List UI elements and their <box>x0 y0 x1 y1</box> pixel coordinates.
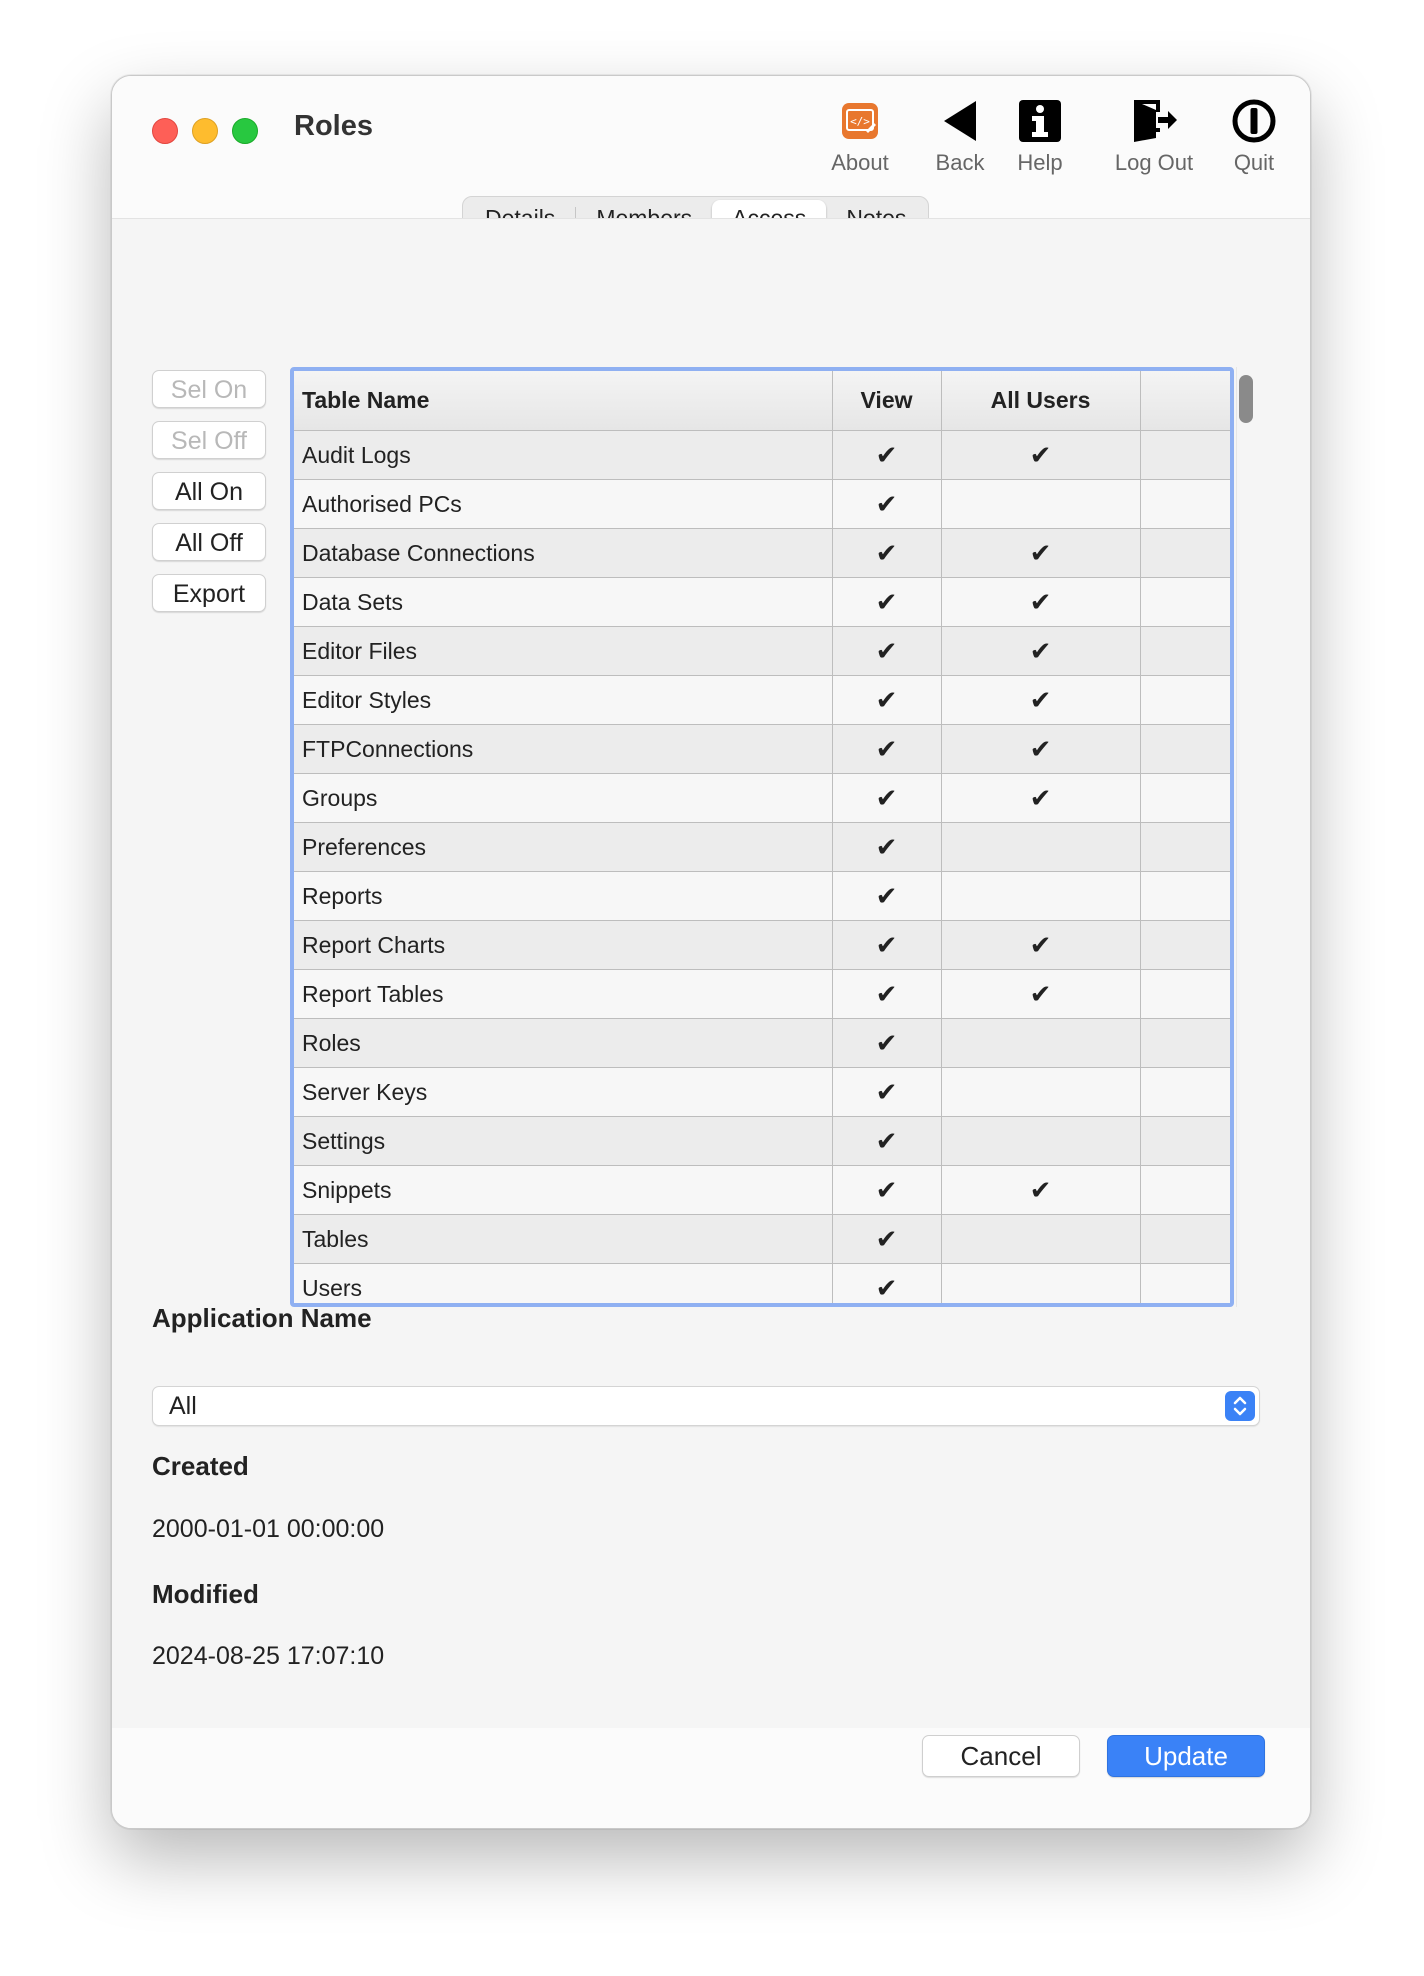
filler-cell <box>1140 823 1230 872</box>
view-check-cell[interactable]: ✔ <box>832 1166 941 1215</box>
view-check-cell[interactable]: ✔ <box>832 529 941 578</box>
modified-value: 2024-08-25 17:07:10 <box>152 1642 385 1670</box>
export-button[interactable]: Export <box>152 574 266 612</box>
all-users-check-cell[interactable]: ✔ <box>941 774 1140 823</box>
cancel-button[interactable]: Cancel <box>922 1735 1080 1777</box>
back-icon <box>925 96 995 146</box>
filler-cell <box>1140 1215 1230 1264</box>
window-title: Roles <box>294 110 373 142</box>
view-check-cell[interactable]: ✔ <box>832 1019 941 1068</box>
all-users-check-cell[interactable] <box>941 480 1140 529</box>
column-header-table-name[interactable]: Table Name <box>294 371 832 431</box>
view-check-cell[interactable]: ✔ <box>832 1068 941 1117</box>
filler-cell <box>1140 921 1230 970</box>
column-header-all-users[interactable]: All Users <box>941 371 1140 431</box>
filler-cell <box>1140 1068 1230 1117</box>
modified-label: Modified <box>152 1579 259 1609</box>
zoom-window-button[interactable] <box>232 118 258 144</box>
table-row[interactable] <box>294 872 1230 921</box>
table-name-cell: Tables <box>294 1215 832 1264</box>
filler-cell <box>1140 970 1230 1019</box>
filler-cell <box>1140 1264 1230 1308</box>
logout-icon <box>1104 96 1204 146</box>
application-select[interactable] <box>152 1386 1260 1426</box>
table-row[interactable] <box>294 1117 1230 1166</box>
view-check-cell[interactable]: ✔ <box>832 480 941 529</box>
minimize-window-button[interactable] <box>192 118 218 144</box>
all-users-check-cell[interactable]: ✔ <box>941 1166 1140 1215</box>
filler-cell <box>1140 774 1230 823</box>
filler-cell <box>1140 725 1230 774</box>
access-table[interactable] <box>290 367 1234 1307</box>
filler-cell <box>1140 480 1230 529</box>
table-row[interactable] <box>294 480 1230 529</box>
help-icon <box>1005 96 1075 146</box>
view-check-cell[interactable]: ✔ <box>832 774 941 823</box>
table-name-cell: Report Tables <box>294 970 832 1019</box>
all-users-check-cell[interactable]: ✔ <box>941 431 1140 480</box>
all-users-check-cell[interactable]: ✔ <box>941 627 1140 676</box>
all-users-check-cell[interactable] <box>941 872 1140 921</box>
table-row[interactable] <box>294 578 1230 627</box>
view-check-cell[interactable]: ✔ <box>832 725 941 774</box>
all-users-check-cell[interactable]: ✔ <box>941 970 1140 1019</box>
table-name-cell: Roles <box>294 1019 832 1068</box>
sel-on-button[interactable]: Sel On <box>152 370 266 408</box>
filler-cell <box>1140 1117 1230 1166</box>
table-name-cell: Settings <box>294 1117 832 1166</box>
view-check-cell[interactable]: ✔ <box>832 872 941 921</box>
chevron-updown-icon <box>1225 1391 1255 1421</box>
view-check-cell[interactable]: ✔ <box>832 823 941 872</box>
table-name-cell: Server Keys <box>294 1068 832 1117</box>
scrollbar-thumb[interactable] <box>1239 375 1253 423</box>
all-users-check-cell[interactable] <box>941 1215 1140 1264</box>
all-on-button[interactable]: All On <box>152 472 266 510</box>
table-name-cell: Audit Logs <box>294 431 832 480</box>
table-row[interactable] <box>294 529 1230 578</box>
scrollbar-track[interactable] <box>1236 367 1261 1307</box>
quit-label: Quit <box>1233 150 1275 175</box>
table-row[interactable] <box>294 676 1230 725</box>
roles-window <box>111 75 1311 1829</box>
table-name-cell: Authorised PCs <box>294 480 832 529</box>
close-window-button[interactable] <box>152 118 178 144</box>
table-row[interactable] <box>294 1019 1230 1068</box>
table-header-row <box>294 371 1230 431</box>
created-label: Created <box>152 1451 249 1481</box>
table-row[interactable] <box>294 1215 1230 1264</box>
table-body <box>294 431 1230 1308</box>
column-header-filler <box>1140 371 1230 431</box>
table-row[interactable] <box>294 1264 1230 1308</box>
application-select-value: All <box>169 1392 197 1420</box>
filler-cell <box>1140 676 1230 725</box>
quit-button[interactable] <box>1219 96 1289 176</box>
table-row[interactable] <box>294 921 1230 970</box>
view-check-cell[interactable]: ✔ <box>832 970 941 1019</box>
access-panel <box>112 218 1310 1729</box>
filler-cell <box>1140 431 1230 480</box>
table-name-cell: Editor Files <box>294 627 832 676</box>
table-row[interactable] <box>294 1068 1230 1117</box>
logout-button[interactable] <box>1104 96 1204 176</box>
all-users-check-cell[interactable]: ✔ <box>941 529 1140 578</box>
help-button[interactable] <box>1005 96 1075 176</box>
table-name-cell: Reports <box>294 872 832 921</box>
view-check-cell[interactable]: ✔ <box>832 1215 941 1264</box>
about-icon <box>820 96 900 146</box>
view-check-cell[interactable]: ✔ <box>832 578 941 627</box>
back-button[interactable] <box>925 96 995 176</box>
view-check-cell[interactable]: ✔ <box>832 1117 941 1166</box>
table-name-cell: Users <box>294 1264 832 1308</box>
created-value: 2000-01-01 00:00:00 <box>152 1515 385 1543</box>
logout-label: Log Out <box>1114 150 1194 175</box>
table-row[interactable] <box>294 774 1230 823</box>
table-row[interactable] <box>294 970 1230 1019</box>
table-name-cell: FTPConnections <box>294 725 832 774</box>
all-users-check-cell[interactable]: ✔ <box>941 921 1140 970</box>
back-label: Back <box>935 150 985 175</box>
all-users-check-cell[interactable]: ✔ <box>941 725 1140 774</box>
all-users-check-cell[interactable] <box>941 1019 1140 1068</box>
table-row[interactable] <box>294 823 1230 872</box>
view-check-cell[interactable]: ✔ <box>832 431 941 480</box>
about-button[interactable] <box>820 96 900 176</box>
all-users-check-cell[interactable] <box>941 1068 1140 1117</box>
filler-cell <box>1140 872 1230 921</box>
all-users-check-cell[interactable] <box>941 823 1140 872</box>
all-users-check-cell[interactable]: ✔ <box>941 578 1140 627</box>
all-users-check-cell[interactable] <box>941 1264 1140 1308</box>
table-row[interactable] <box>294 627 1230 676</box>
filler-cell <box>1140 1166 1230 1215</box>
sel-off-button[interactable]: Sel Off <box>152 421 266 459</box>
table-name-cell: Groups <box>294 774 832 823</box>
filler-cell <box>1140 578 1230 627</box>
application-name-label: Application Name <box>152 1303 372 1333</box>
filler-cell <box>1140 529 1230 578</box>
table-name-cell: Report Charts <box>294 921 832 970</box>
view-check-cell[interactable]: ✔ <box>832 676 941 725</box>
table-name-cell: Preferences <box>294 823 832 872</box>
filler-cell <box>1140 1019 1230 1068</box>
table-row[interactable] <box>294 431 1230 480</box>
table-row[interactable] <box>294 1166 1230 1215</box>
all-off-button[interactable]: All Off <box>152 523 266 561</box>
all-users-check-cell[interactable] <box>941 1117 1140 1166</box>
filler-cell <box>1140 627 1230 676</box>
view-check-cell[interactable]: ✔ <box>832 921 941 970</box>
quit-icon <box>1219 96 1289 146</box>
table-name-cell: Database Connections <box>294 529 832 578</box>
table-name-cell: Editor Styles <box>294 676 832 725</box>
table-name-cell: Data Sets <box>294 578 832 627</box>
update-button[interactable]: Update <box>1107 1735 1265 1777</box>
view-check-cell[interactable]: ✔ <box>832 1264 941 1308</box>
about-label: About <box>831 150 889 175</box>
help-label: Help <box>1017 150 1063 175</box>
all-users-check-cell[interactable]: ✔ <box>941 676 1140 725</box>
view-check-cell[interactable]: ✔ <box>832 627 941 676</box>
table-row[interactable] <box>294 725 1230 774</box>
svg-text:</>: </> <box>850 115 870 128</box>
table-name-cell: Snippets <box>294 1166 832 1215</box>
column-header-view[interactable]: View <box>832 371 941 431</box>
